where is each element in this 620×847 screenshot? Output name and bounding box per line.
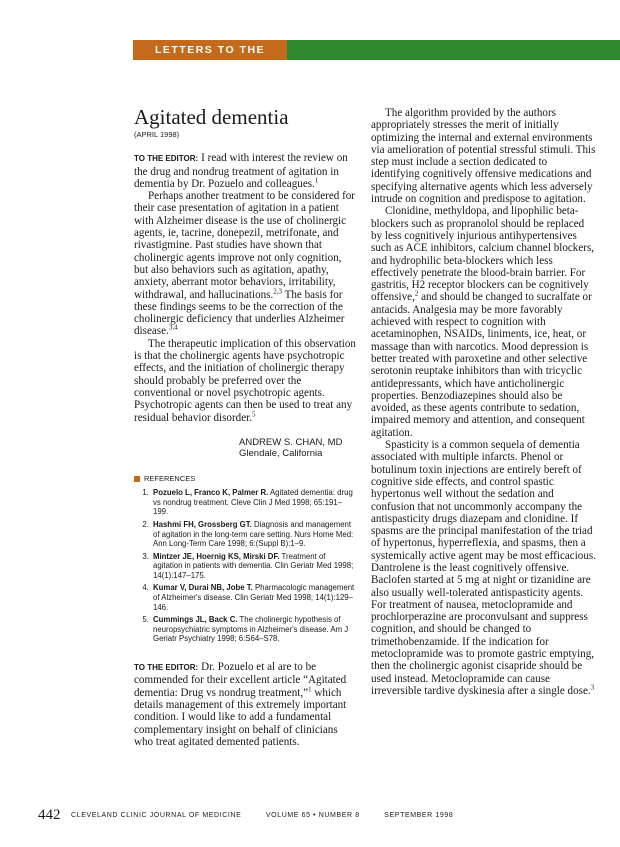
letter2-r3-text: Spasticity is a common sequela of dementia associated with multiple infarcts. Phenol or botulinum toxin injections are entirely bereft of cognitive side effects, and control spastic hypertonus well without the sedation and confusion that not uncommonly accompany the antispasticity drugs diazepam and clonidine. If spasms are the principal manifestation of the triad of hypertonus, hyperreflexia, and spasms, then a systemically active agent may be most efficacious. Dantrolene is the least cognitively offensive. Baclofen started at 5 mg at night or tizanidine are also usually well-tolerated antispasticity agents. For treatment of nausea, metoclopramide and prochlorperazine are proconvulsant and suppress cognition, and should be changed to trimethobenzamide. If the indication for metoclopramide was to promote gastric emptying, then the cholinergic agonist cisapride should be used instead. Metoclopramide can cause irreversible tardive dyskinesia after a single dose. xyxy=(371,439,596,697)
citation: 5 xyxy=(252,409,256,418)
letter1-paragraph-3 xyxy=(134,338,356,424)
reference-authors: Pozuelo L, Franco K, Palmer R. xyxy=(153,488,269,498)
letter2-paragraph-3 xyxy=(371,205,597,439)
letter1-paragraph-1 xyxy=(134,152,356,190)
citation: 3 xyxy=(590,683,595,692)
letter2-p1-text: Dr. Pozuelo et al are to be commended for their excellent article “Agitated dementia: Drug vs nondrug treatment,” xyxy=(134,661,347,699)
reference-item xyxy=(151,552,356,581)
reference-text: Treatment of agitation in patients with dementia. Clin Geriatr Med 1998; 14(1):147–175. xyxy=(153,551,354,580)
journal-volume: VOLUME 65 • NUMBER 8 xyxy=(265,812,360,819)
reference-item xyxy=(151,583,356,612)
journal-name: CLEVELAND CLINIC JOURNAL OF MEDICINE xyxy=(71,812,242,819)
signature-place: Glendale, California xyxy=(239,447,323,459)
letter2-r2-text: Clonidine, methyldopa, and lipophilic beta-blockers such as propranolol should be replaced by less cognitively injurious antihypertensives such as ACE inhibitors, calcium channel blockers, and hydrophilic beta-blockers which less effectively penetrate the blood-brain barrier. For gastritis, H2 receptor blockers can be cognitively offensive, xyxy=(371,205,595,304)
signature-name: ANDREW S. CHAN, MD xyxy=(239,436,343,448)
journal-date: SEPTEMBER 1998 xyxy=(384,812,454,819)
letter2-r1-text: The algorithm provided by the authors appropriately stresses the merit of initially optimizing the internal and external environments via amelioration of potential stressful stimuli. This step must include a section dedicated to identifying cognitively offensive medications and specifying alternative agents which less adversely intrude on cognition and predispose to agitation. xyxy=(371,107,596,206)
bullet-square-icon xyxy=(134,476,140,482)
citation: 1 xyxy=(308,684,312,693)
citation: 3,4 xyxy=(168,323,178,332)
reference-authors: Mintzer JE, Hoernig KS, Mirski DF. xyxy=(153,551,280,561)
letter1-p2b-text: The basis for these findings seems to be the correction of the cholinergic deficiency that underlies Alzheimer disease. xyxy=(134,288,345,338)
article-title: Agitated dementia xyxy=(134,105,289,129)
letter2-paragraph-2 xyxy=(371,107,597,205)
reference-text: Agitated dementia: drug vs nondrug treatment. Cleve Clin J Med 1998; 65:191–199. xyxy=(153,488,353,517)
page-footer xyxy=(38,807,453,824)
letter1-lead: TO THE EDITOR: xyxy=(134,154,199,164)
reference-item xyxy=(151,520,356,549)
citation: 2,3 xyxy=(273,286,283,295)
reference-item xyxy=(151,488,356,517)
letter2-p1b-text: which details management of this extremely important condition. I would like to add a fundamental complementary insight on behalf of clinicians who treat agitated demented patients. xyxy=(134,686,347,748)
page-number: 442 xyxy=(38,807,61,823)
letter2-lead: TO THE EDITOR: xyxy=(134,663,199,673)
section-label: LETTERS TO THE EDITOR xyxy=(133,40,287,60)
references-heading-text: REFERENCES xyxy=(144,473,196,483)
section-banner xyxy=(133,40,620,76)
reference-authors: Hashmi FH, Grossberg GT. xyxy=(153,519,252,529)
letter1-p1-text: I read with interest the review on the drug and nondrug treatment of agitation in dementia by Dr. Pozuelo and colleagues. xyxy=(134,152,348,190)
letter2-r2b-text: and should be changed to sucralfate or antacids. Analgesia may be more favorably achieved with respect to cognition with acetaminophen, NSAIDs, liniments, ice, heat, or massage than with narcotics. Mood depression is better treated with paroxetine and other selective serotonin reuptake inhibitors than with tricyclic antidepressants, which have anticholinergic properties. Benzodiazepines should also be avoided, as these agents contribute to sedation, impaired memory and attention, and consequent agitation. xyxy=(371,291,592,439)
reference-text: Diagnosis and management of agitation in the long-term care setting. Nurs Home Med: Ann Long-Term Care 1998; 6:(Suppl B):1–9. xyxy=(153,519,354,549)
citation: 1 xyxy=(314,176,319,185)
letter1-p3-text: The therapeutic implication of this observation is that the cholinergic agents have psychotropic effects, and the initiation of cholinergic therapy should probably be preferred over the conventional or novel psychotropic agents. Psychotropic agents can then be used to treat any residual behavior disorder. xyxy=(134,337,356,424)
reference-authors: Kumar V, Durai NB, Jobe T. xyxy=(153,583,253,593)
right-column xyxy=(371,107,597,697)
left-column xyxy=(134,105,356,748)
letter2-paragraph-4 xyxy=(371,439,597,697)
letter2-paragraph-1 xyxy=(134,661,356,748)
reference-text: The cholinergic hypothesis of neuropsychiatric symptoms in Alzheimer's disease. Am J Geriatr Psychiatry 1998; 6:S64–S78. xyxy=(153,615,349,644)
references-list xyxy=(134,488,356,644)
article-date: (APRIL 1998) xyxy=(134,130,180,139)
references-heading xyxy=(134,473,356,485)
signature xyxy=(181,437,356,459)
letter1-p2-text: Perhaps another treatment to be considered for their case presentation of agitation in a patient with Alzheimer disease is the use of cholinergic agents, ie, tacrine, donepezil, metrifonate, and rivastigmine. Past studies have shown that cholinergic agents improve not only cognition, but also behaviors such as agitation, apathy, anxiety, aberrant motor behaviors, irritability, withdrawal, and hallucinations. xyxy=(134,190,356,301)
reference-authors: Cummings JL, Back C. xyxy=(153,615,238,625)
citation: 2 xyxy=(414,289,419,298)
reference-text: Pharmacologic management of Alzheimer's disease. Clin Geriatr Med 1998; 14(1):129–146. xyxy=(153,583,355,612)
reference-item xyxy=(151,615,356,644)
letter1-paragraph-2 xyxy=(134,190,356,338)
